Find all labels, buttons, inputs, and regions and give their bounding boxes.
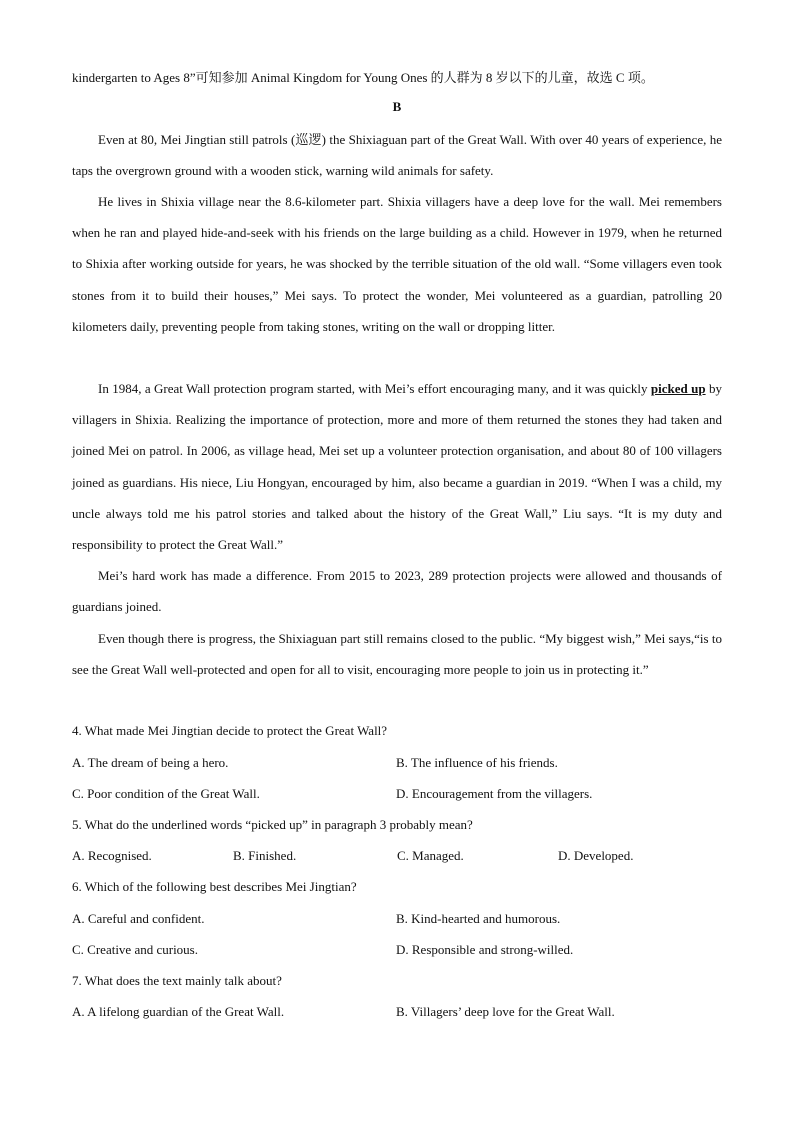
question-5-option-d: D. Developed.: [558, 848, 634, 863]
underlined-phrase: picked up: [650, 381, 706, 396]
question-6-stem: 6. Which of the following best describes Mei Jingtian?: [72, 879, 357, 894]
intro-line: kindergarten to Ages 8”可知参加 Animal Kingdom for Young Ones 的人群为 8 岁以下的儿童，故选 C 项。: [72, 70, 654, 85]
question-4-option-a: A. The dream of being a hero.: [72, 755, 229, 770]
question-7-stem: 7. What does the text mainly talk about?: [72, 973, 282, 988]
question-7-option-b: B. Villagers’ deep love for the Great Wall.: [396, 1004, 615, 1019]
paragraph-4: Mei’s hard work has made a difference. From 2015 to 2023, 289 protection projects were allowed and thousands of guardians joined.: [72, 568, 722, 615]
question-5-option-b: B. Finished.: [233, 848, 297, 863]
paragraph-5: Even though there is progress, the Shixiaguan part still remains closed to the public. “My biggest wish,” Mei says,“is to see the Great Wall well-protected and open for all to visit, encouraging more people to join us in protecting it.”: [72, 631, 722, 678]
question-4-option-d: D. Encouragement from the villagers.: [396, 786, 593, 801]
paragraph-1: Even at 80, Mei Jingtian still patrols (巡逻) the Shixiaguan part of the Great Wall. With over 40 years of experience, he taps the overgrown ground with a wooden stick, warning wild animals for safety.: [72, 132, 722, 179]
paragraph-2: He lives in Shixia village near the 8.6-kilometer part. Shixia villagers have a deep love for the wall. Mei remembers when he ran and played hide-and-seek with his friends on the large building as a child. However in 1979, when he returned to Shixia after working outside for years, he was shocked by the terrible situation of the old wall. “Some villagers even took stones from it to build their houses,” Mei says. To protect the wonder, Mei volunteered as a guardian, patrolling 20 kilometers daily, preventing people from taking stones, writing on the wall or dropping litter.: [72, 194, 722, 334]
paragraph-3: [72, 373, 722, 560]
paragraph-3-part-2: by villagers in Shixia. Realizing the importance of protection, more and more of them returned the stones they had taken and joined Mei on patrol. In 2006, as village head, Mei set up a volunteer protection organisation, and about 80 of 100 villagers joined as guardians. His niece, Liu Hongyan, encouraged by him, also became a guardian in 2019. “When I was a child, my uncle always told me his patrol stories and talked about the history of the Great Wall,” Liu says. “It is my duty and responsibility to protect the Great Wall.”: [72, 381, 722, 553]
question-7-option-a: A. A lifelong guardian of the Great Wall.: [72, 1004, 285, 1019]
question-4-option-c: C. Poor condition of the Great Wall.: [72, 786, 260, 801]
question-5-option-c: C. Managed.: [397, 848, 464, 863]
question-6-option-d: D. Responsible and strong-willed.: [396, 942, 574, 957]
question-6-option-c: C. Creative and curious.: [72, 942, 198, 957]
question-4-option-b: B. The influence of his friends.: [396, 755, 558, 770]
question-5-option-a: A. Recognised.: [72, 848, 152, 863]
question-4-stem: 4. What made Mei Jingtian decide to protect the Great Wall?: [72, 723, 388, 738]
section-title: B: [392, 99, 402, 114]
question-5-stem: 5. What do the underlined words “picked up” in paragraph 3 probably mean?: [72, 817, 473, 832]
paragraph-3-part-1: In 1984, a Great Wall protection program started, with Mei’s effort encouraging many, and it was quickly: [98, 381, 651, 396]
question-6-option-a: A. Careful and confident.: [72, 911, 205, 926]
question-6-option-b: B. Kind-hearted and humorous.: [396, 911, 561, 926]
